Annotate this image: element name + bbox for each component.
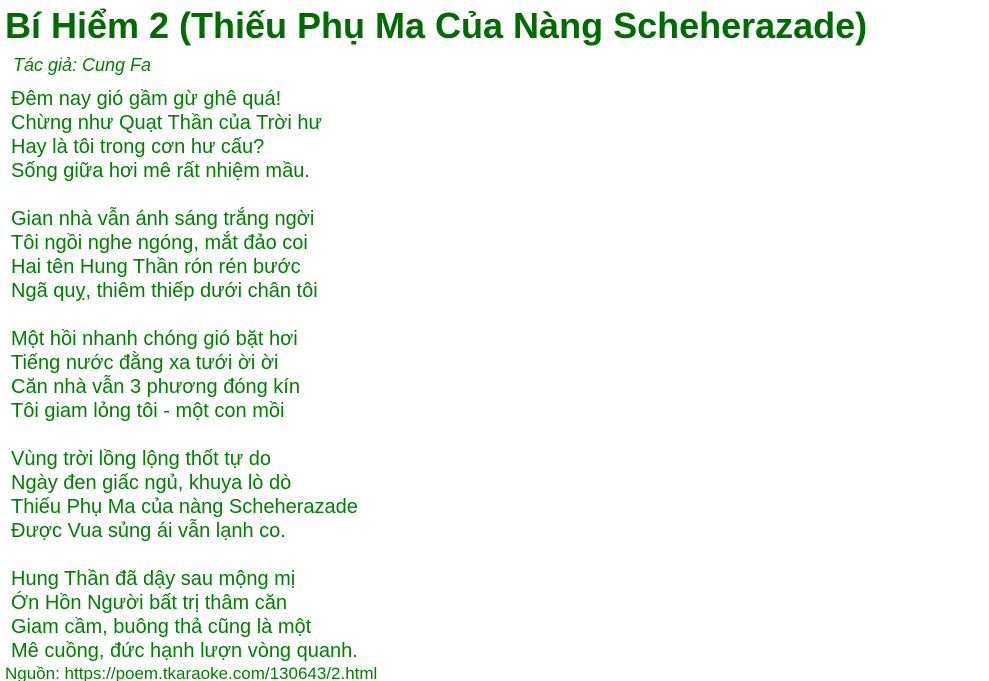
poem-line: Chừng như Quạt Thần của Trời hư: [11, 112, 322, 134]
stanza: [11, 567, 989, 663]
stanza: [11, 447, 989, 543]
poem-line: Vùng trời lồng lộng thốt tự do: [11, 448, 271, 470]
poem-line: Ớn Hồn Người bất trị thâm căn: [11, 592, 287, 614]
stanza: [11, 327, 989, 423]
poem-line: Mê cuồng, đức hạnh lượn vòng quanh.: [11, 640, 358, 662]
poem-line: Hung Thần đã dậy sau mộng mị: [11, 568, 296, 590]
author-line: Tác giả: Cung Fa: [13, 55, 152, 75]
poem-line: Ngã quỵ, thiêm thiếp dưới chân tôi: [11, 280, 318, 302]
poem-line: Ngày đen giấc ngủ, khuya lò dò: [11, 472, 292, 494]
stanza: [11, 87, 989, 183]
poem-line: Tiếng nước đằng xa tưới ời ời: [11, 352, 279, 374]
poem-line: Đêm nay gió gầm gừ ghê quá!: [11, 88, 282, 110]
poem-line: Thiếu Phụ Ma của nàng Scheherazade: [11, 496, 358, 518]
poem: [11, 87, 989, 663]
poem-line: Giam cầm, buông thả cũng là một: [11, 616, 312, 638]
poem-line: Một hồi nhanh chóng gió bặt hơi: [11, 328, 298, 350]
poem-line: Sống giữa hơi mê rất nhiệm mầu.: [11, 160, 310, 182]
poem-line: Căn nhà vẫn 3 phương đóng kín: [11, 376, 300, 398]
poem-line: Tôi giam lỏng tôi - một con mồi: [11, 400, 285, 422]
poem-line: Gian nhà vẫn ánh sáng trắng ngời: [11, 208, 315, 230]
page-title: Bí Hiểm 2 (Thiếu Phụ Ma Của Nàng Scheherazade): [5, 5, 868, 46]
source-line: Nguồn: https://poem.tkaraoke.com/130643/2.html: [5, 664, 378, 681]
poem-line: Được Vua sủng ái vẫn lạnh co.: [11, 520, 286, 542]
stanza: [11, 207, 989, 303]
poem-line: Tôi ngồi nghe ngóng, mắt đảo coi: [11, 232, 308, 254]
poem-line: Hai tên Hung Thần rón rén bước: [11, 256, 301, 278]
poem-line: Hay là tôi trong cơn hư cấu?: [11, 136, 265, 158]
